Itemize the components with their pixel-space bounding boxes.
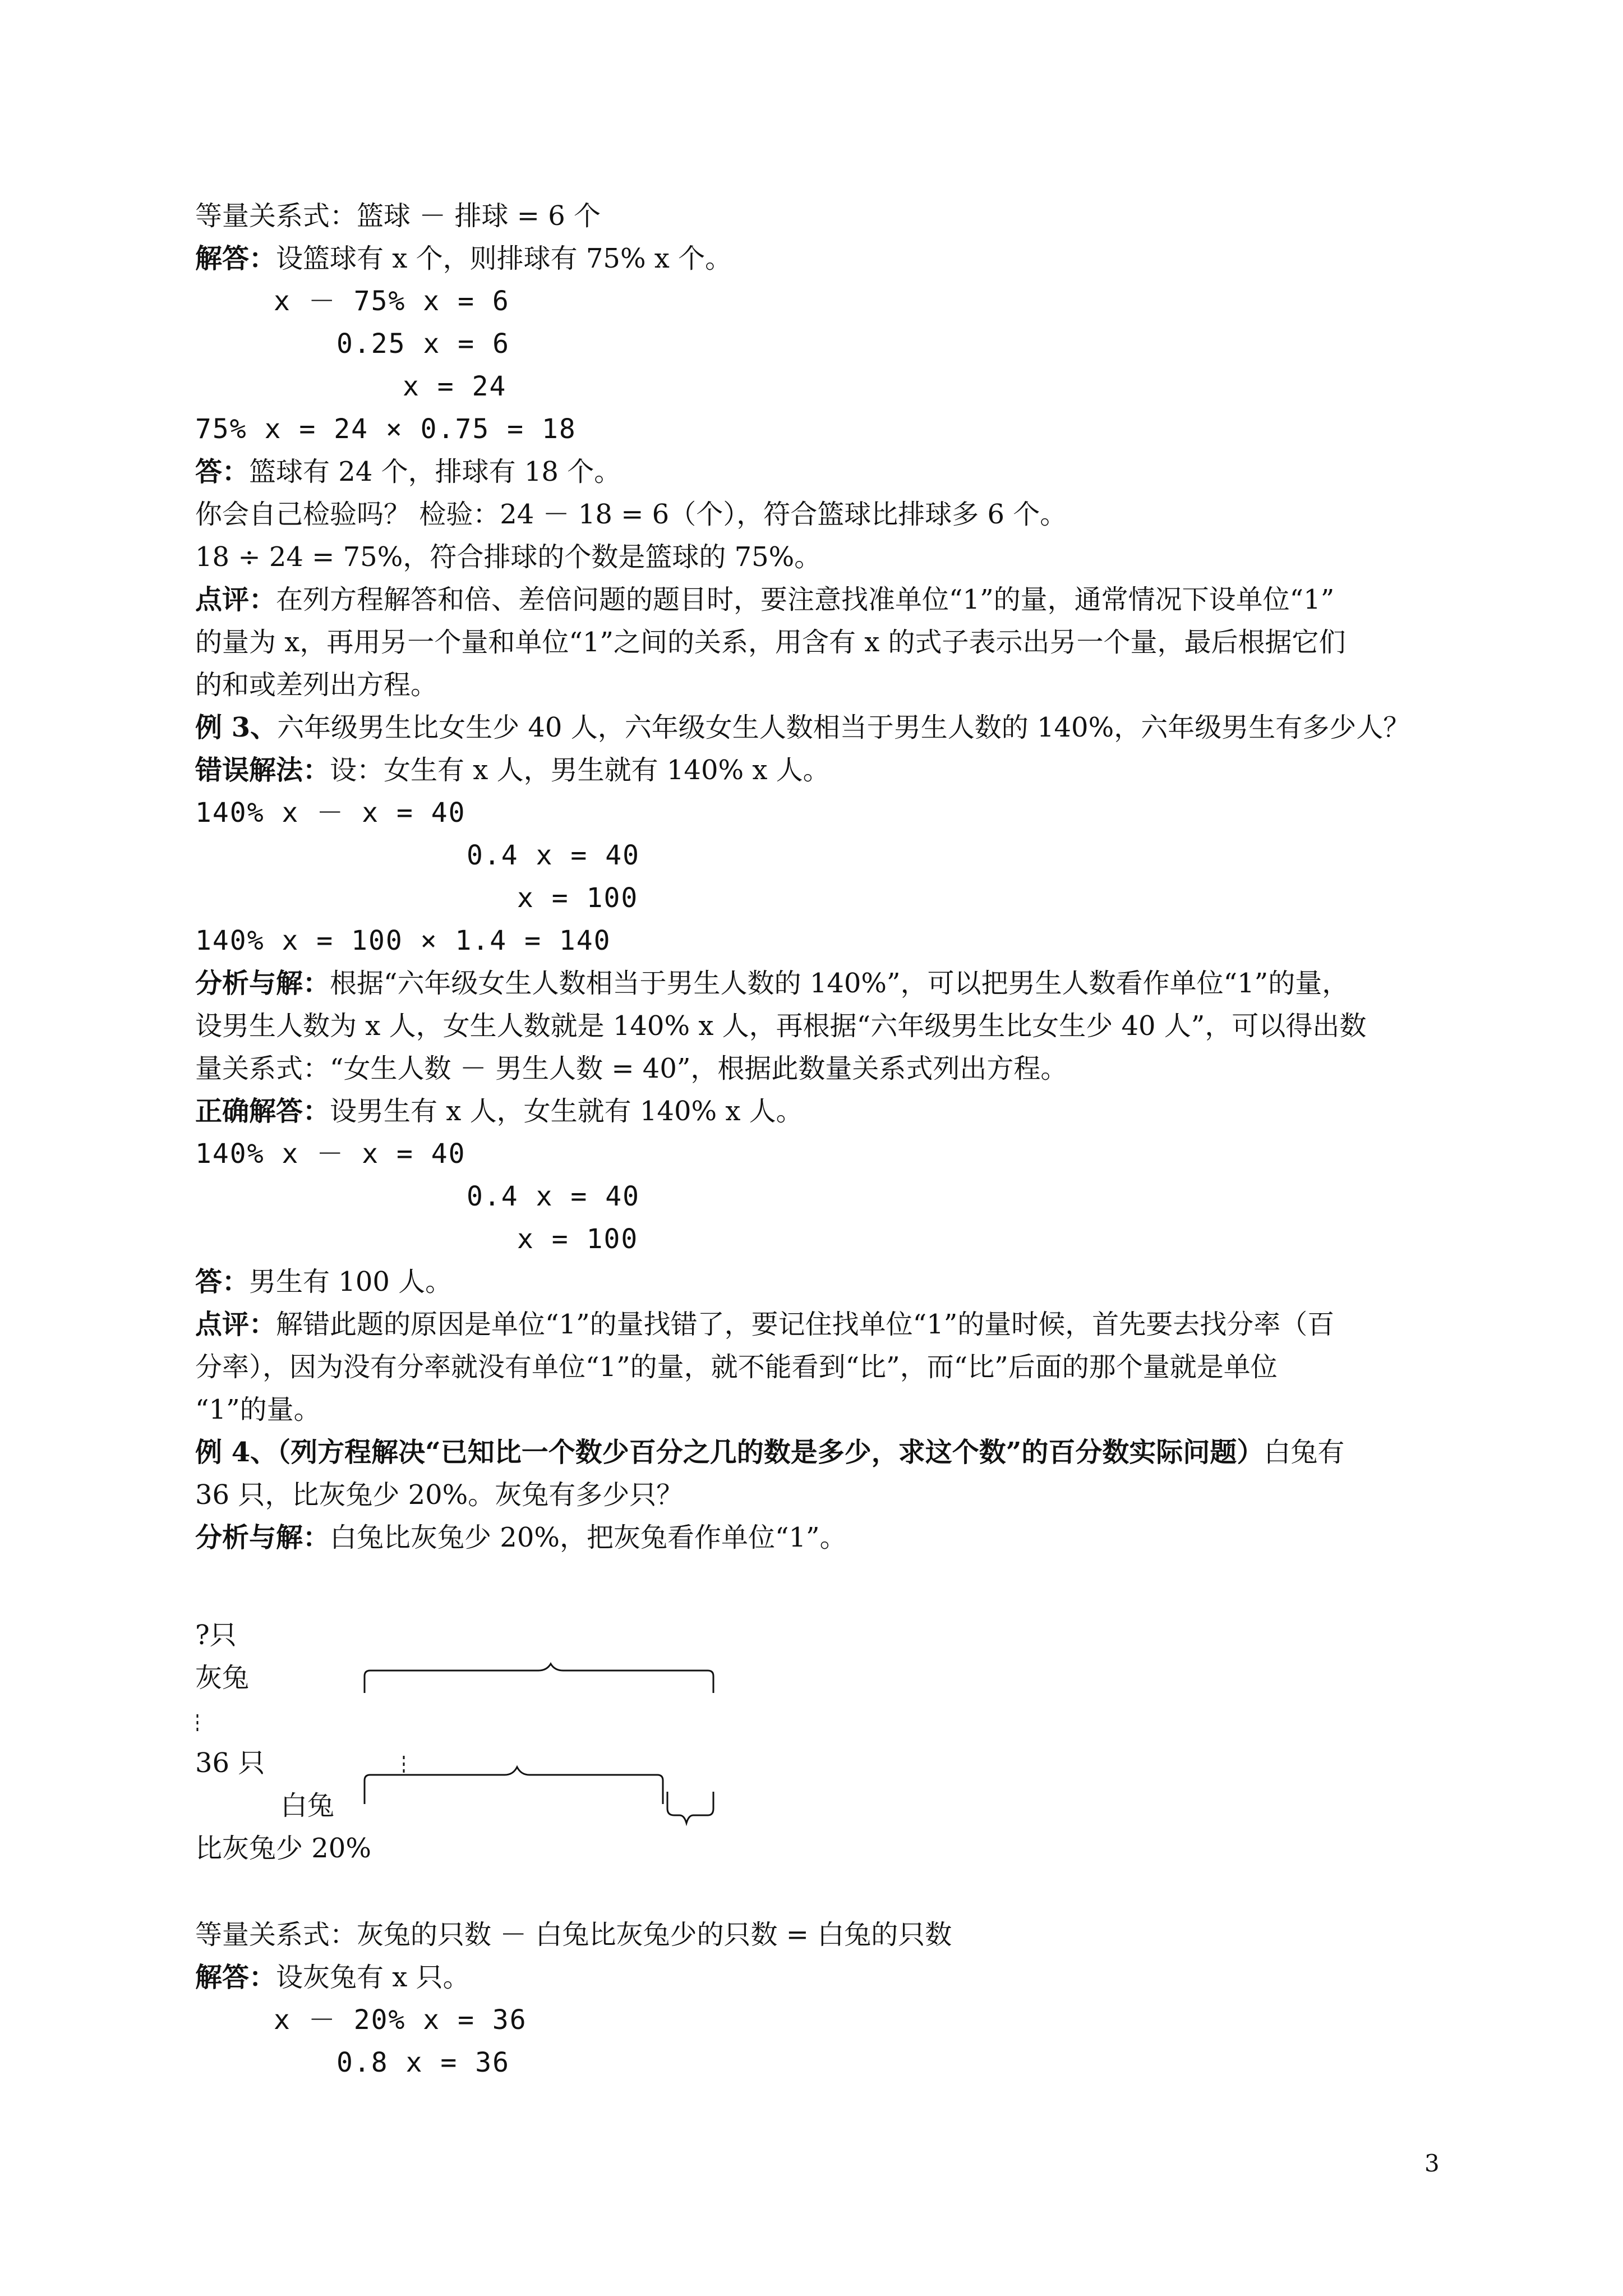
text-line: 分率），因为没有分率就没有单位“1”的量，就不能看到“比”，而“比”后面的那个量就是单位 <box>195 1351 1278 1383</box>
equation-line: x － 20% x = 36 <box>274 2004 527 2036</box>
text-line: 的和或差列出方程。 <box>195 669 438 701</box>
text-line: 点评：在列方程解答和倍、差倍问题的题目时，要注意找准单位“1”的量，通常情况下设单位“1” <box>195 584 1335 615</box>
example-heading: 例 3、六年级男生比女生少 40 人，六年级女生人数相当于男生人数的 140%，六年级男生有多少人？ <box>195 712 1410 743</box>
text-line: 点评：解错此题的原因是单位“1”的量找错了，要记住找单位“1”的量时候，首先要去找分率（百 <box>195 1309 1335 1340</box>
equation-line: x = 100 <box>517 882 639 914</box>
equation-line: 140% x － x = 40 <box>195 797 466 829</box>
example-heading: 例 4、（列方程解决“已知比一个数少百分之几的数是多少，求这个数”的百分数实际问题）白兔有 <box>195 1437 1345 1468</box>
text-line: 等量关系式：篮球 － 排球 = 6 个 <box>195 200 601 232</box>
equation-line: 0.4 x = 40 <box>467 1181 640 1212</box>
less-portion-brace <box>667 1792 713 1823</box>
equation-line: 140% x = 100 × 1.4 = 140 <box>195 925 611 956</box>
text-line: “1”的量。 <box>195 1394 321 1425</box>
diagram-white-rabbit-label: 白兔 <box>280 1790 335 1821</box>
text-line: 分析与解：根据“六年级女生人数相当于男生人数的 140%”，可以把男生人数看作单位“1”的量， <box>195 968 1349 999</box>
text-line: 18 ÷ 24 = 75%，符合排球的个数是篮球的 75%。 <box>195 541 822 573</box>
text-line: 36 只，比灰兔少 20%。灰兔有多少只？ <box>195 1479 684 1511</box>
text-line: 你会自己检验吗？ 检验：24 － 18 = 6（个），符合篮球比排球多 6 个。 <box>195 499 1067 530</box>
equation-line: 0.8 x = 36 <box>336 2047 510 2078</box>
text-line: 分析与解：白兔比灰兔少 20%，把灰兔看作单位“1”。 <box>195 1522 847 1553</box>
equation-line: 0.25 x = 6 <box>336 328 510 360</box>
text-line: 错误解法：设：女生有 x 人，男生就有 140% x 人。 <box>195 754 830 786</box>
diagram-question-label: ?只 <box>195 1619 237 1651</box>
text-line: 解答：设篮球有 x 个，则排球有 75% x 个。 <box>195 243 732 274</box>
diagram-count-label: 36 只 <box>195 1747 265 1779</box>
text-line: 解答：设灰兔有 x 只。 <box>195 1962 470 1993</box>
text-line: 答：男生有 100 人。 <box>195 1266 453 1297</box>
diagram-gray-rabbit-label: 灰兔 <box>195 1662 250 1694</box>
text-line: 等量关系式：灰兔的只数 － 白兔比灰兔少的只数 = 白兔的只数 <box>195 1919 952 1950</box>
equation-line: x = 24 <box>403 371 507 402</box>
gray-rabbit-bar <box>365 1664 713 1693</box>
text-line: 量关系式：“女生人数 － 男生人数 = 40”，根据此数量关系式列出方程。 <box>195 1053 1068 1084</box>
text-line: 的量为 x，再用另一个量和单位“1”之间的关系，用含有 x 的式子表示出另一个量，最后根据它们 <box>195 627 1346 658</box>
equation-line: 0.4 x = 40 <box>467 840 640 871</box>
equation-line: 75% x = 24 × 0.75 = 18 <box>195 413 577 445</box>
diagram-less-label: 比灰兔少 20% <box>195 1833 371 1864</box>
text-line: 正确解答：设男生有 x 人，女生就有 140% x 人。 <box>195 1096 803 1127</box>
equation-line: 140% x － x = 40 <box>195 1138 466 1170</box>
text-line: 答：篮球有 24 个，排球有 18 个。 <box>195 456 621 487</box>
white-rabbit-bar <box>365 1767 663 1804</box>
equation-line: x － 75% x = 6 <box>274 286 510 317</box>
equation-line: x = 100 <box>517 1223 639 1255</box>
page-number: 3 <box>1424 2150 1440 2177</box>
text-line: 设男生人数为 x 人，女生人数就是 140% x 人，再根据“六年级男生比女生少 40 人”，可以得出数 <box>195 1010 1367 1042</box>
